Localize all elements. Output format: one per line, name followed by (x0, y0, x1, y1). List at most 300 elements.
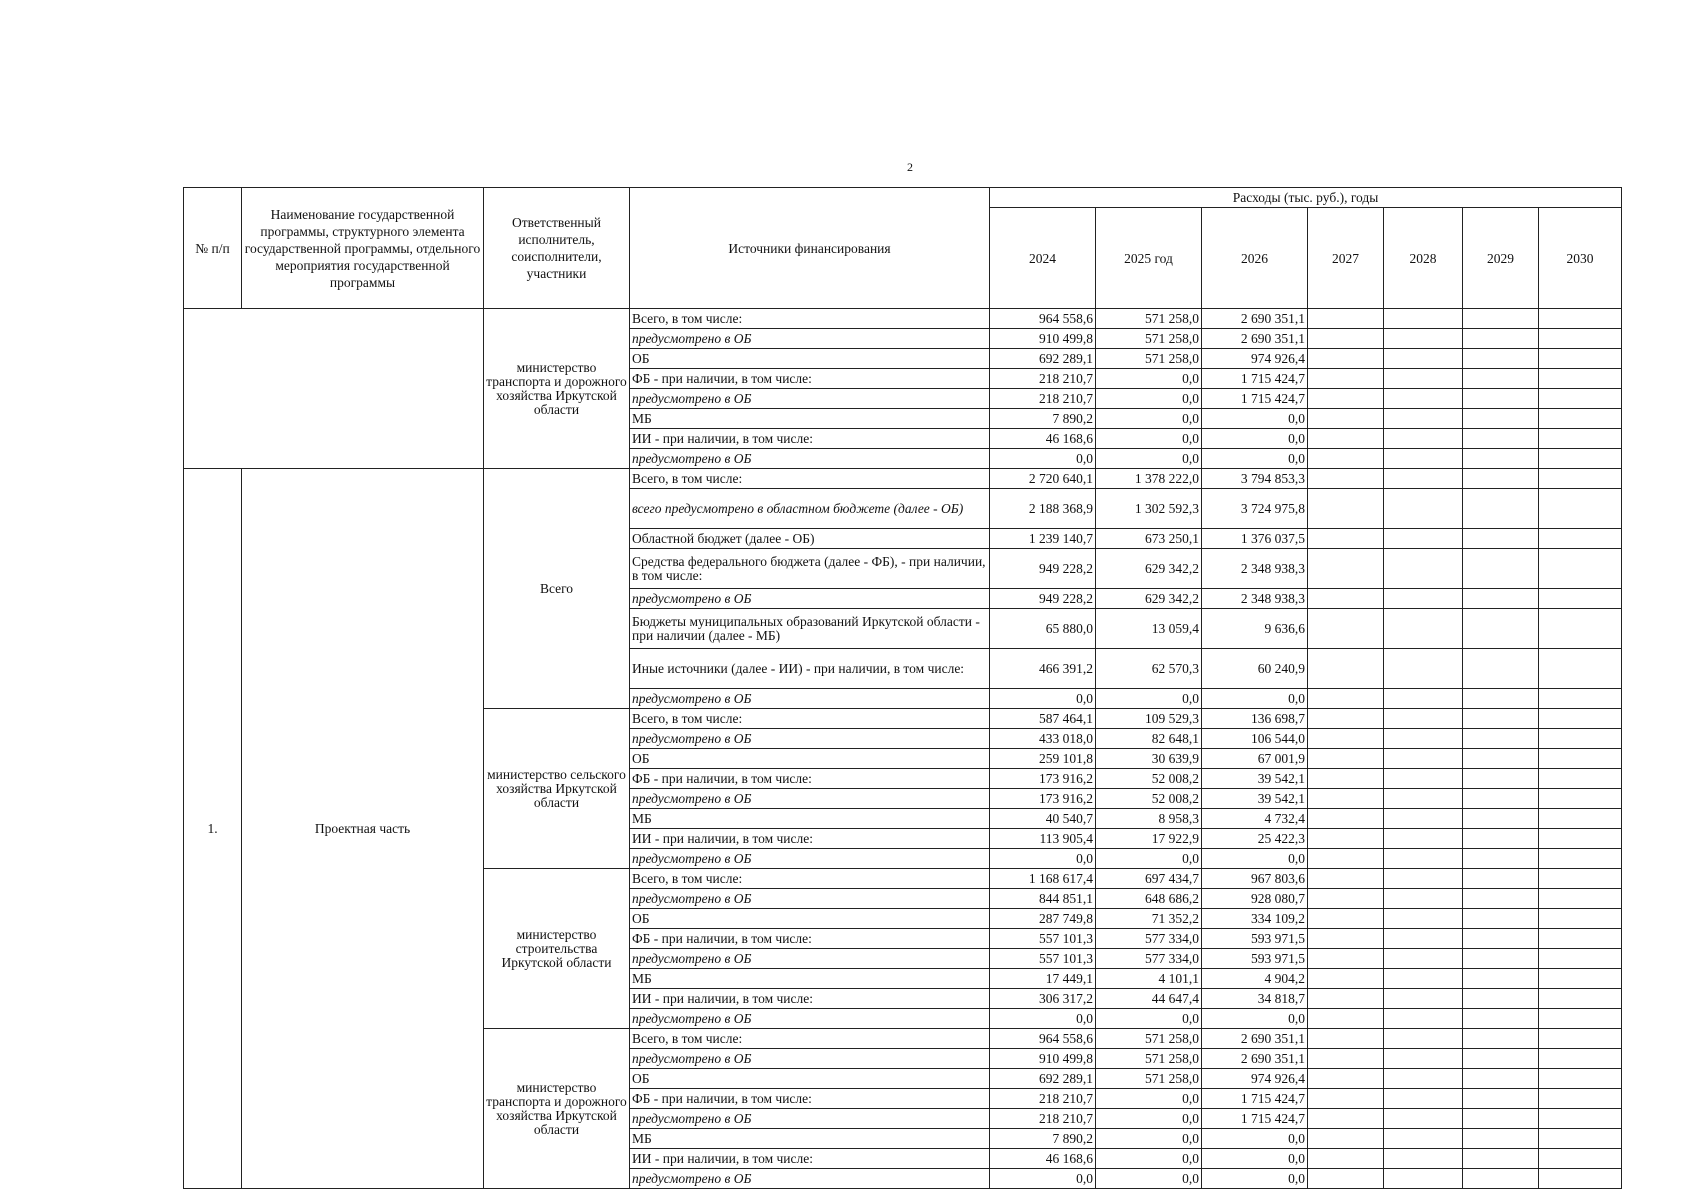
amount-cell (1384, 1169, 1463, 1189)
amount-cell (1308, 409, 1384, 429)
amount-cell (1539, 1089, 1622, 1109)
amount-cell (1384, 389, 1463, 409)
year-header: 2030 (1539, 208, 1622, 309)
amount-cell: 964 558,6 (990, 1029, 1096, 1049)
amount-cell (1463, 689, 1539, 709)
amount-cell: 844 851,1 (990, 889, 1096, 909)
funding-source: МБ (630, 969, 990, 989)
amount-cell: 0,0 (990, 1169, 1096, 1189)
amount-cell (1539, 309, 1622, 329)
amount-cell (1308, 1089, 1384, 1109)
amount-cell (1308, 469, 1384, 489)
amount-cell: 0,0 (990, 449, 1096, 469)
amount-cell (1539, 769, 1622, 789)
amount-cell (1308, 549, 1384, 589)
amount-cell: 4 101,1 (1096, 969, 1202, 989)
item-number (184, 309, 484, 469)
amount-cell: 39 542,1 (1202, 789, 1308, 809)
amount-cell (1384, 869, 1463, 889)
amount-cell (1539, 529, 1622, 549)
amount-cell: 7 890,2 (990, 409, 1096, 429)
amount-cell (1308, 429, 1384, 449)
amount-cell (1539, 349, 1622, 369)
amount-cell (1539, 589, 1622, 609)
funding-source: предусмотрено в ОБ (630, 789, 990, 809)
amount-cell (1308, 989, 1384, 1009)
amount-cell: 2 690 351,1 (1202, 1029, 1308, 1049)
amount-cell: 571 258,0 (1096, 329, 1202, 349)
amount-cell (1308, 649, 1384, 689)
executor-cell: Всего (484, 469, 630, 709)
amount-cell (1308, 909, 1384, 929)
amount-cell: 571 258,0 (1096, 1069, 1202, 1089)
amount-cell (1384, 809, 1463, 829)
amount-cell (1463, 1069, 1539, 1089)
amount-cell (1463, 949, 1539, 969)
amount-cell: 62 570,3 (1096, 649, 1202, 689)
amount-cell: 928 080,7 (1202, 889, 1308, 909)
funding-source: предусмотрено в ОБ (630, 849, 990, 869)
amount-cell: 629 342,2 (1096, 589, 1202, 609)
amount-cell (1539, 909, 1622, 929)
amount-cell (1308, 789, 1384, 809)
amount-cell: 648 686,2 (1096, 889, 1202, 909)
amount-cell: 65 880,0 (990, 609, 1096, 649)
amount-cell (1308, 529, 1384, 549)
amount-cell: 0,0 (990, 1009, 1096, 1029)
amount-cell (1463, 429, 1539, 449)
amount-cell (1463, 369, 1539, 389)
year-header: 2025 год (1096, 208, 1202, 309)
amount-cell: 25 422,3 (1202, 829, 1308, 849)
funding-source: ИИ - при наличии, в том числе: (630, 429, 990, 449)
amount-cell: 949 228,2 (990, 549, 1096, 589)
amount-cell: 673 250,1 (1096, 529, 1202, 549)
amount-cell: 0,0 (1096, 1149, 1202, 1169)
amount-cell (1384, 429, 1463, 449)
executor-cell: министерство строительства Иркутской области (484, 869, 630, 1029)
amount-cell: 0,0 (1096, 1009, 1202, 1029)
col-num-header: № п/п (184, 188, 242, 309)
amount-cell: 0,0 (1096, 1129, 1202, 1149)
amount-cell: 692 289,1 (990, 1069, 1096, 1089)
amount-cell (1384, 1109, 1463, 1129)
amount-cell (1463, 469, 1539, 489)
amount-cell (1308, 689, 1384, 709)
amount-cell (1463, 1049, 1539, 1069)
amount-cell (1463, 809, 1539, 829)
amount-cell (1539, 949, 1622, 969)
amount-cell: 0,0 (1096, 369, 1202, 389)
amount-cell (1308, 309, 1384, 329)
year-header: 2026 (1202, 208, 1308, 309)
amount-cell: 0,0 (1202, 849, 1308, 869)
amount-cell (1308, 809, 1384, 829)
amount-cell (1384, 369, 1463, 389)
amount-cell: 1 715 424,7 (1202, 369, 1308, 389)
amount-cell (1463, 869, 1539, 889)
funding-source: предусмотрено в ОБ (630, 949, 990, 969)
amount-cell: 218 210,7 (990, 369, 1096, 389)
amount-cell (1539, 469, 1622, 489)
amount-cell: 1 239 140,7 (990, 529, 1096, 549)
amount-cell (1384, 989, 1463, 1009)
funding-source: Всего, в том числе: (630, 709, 990, 729)
year-header: 2024 (990, 208, 1096, 309)
amount-cell (1308, 729, 1384, 749)
funding-source: ОБ (630, 349, 990, 369)
amount-cell (1384, 1069, 1463, 1089)
amount-cell (1539, 1109, 1622, 1129)
amount-cell (1463, 829, 1539, 849)
amount-cell: 334 109,2 (1202, 909, 1308, 929)
amount-cell (1463, 1029, 1539, 1049)
amount-cell: 557 101,3 (990, 929, 1096, 949)
amount-cell: 13 059,4 (1096, 609, 1202, 649)
amount-cell (1384, 409, 1463, 429)
funding-source: Всего, в том числе: (630, 1029, 990, 1049)
amount-cell (1384, 1149, 1463, 1169)
amount-cell: 557 101,3 (990, 949, 1096, 969)
amount-cell (1539, 789, 1622, 809)
amount-cell (1463, 929, 1539, 949)
amount-cell: 949 228,2 (990, 589, 1096, 609)
amount-cell (1463, 649, 1539, 689)
amount-cell (1308, 329, 1384, 349)
amount-cell: 0,0 (1096, 689, 1202, 709)
amount-cell (1308, 1109, 1384, 1129)
amount-cell (1384, 489, 1463, 529)
amount-cell: 60 240,9 (1202, 649, 1308, 689)
amount-cell: 2 720 640,1 (990, 469, 1096, 489)
amount-cell: 0,0 (1202, 429, 1308, 449)
amount-cell (1463, 1169, 1539, 1189)
funding-source: предусмотрено в ОБ (630, 589, 990, 609)
amount-cell: 67 001,9 (1202, 749, 1308, 769)
amount-cell (1384, 609, 1463, 649)
amount-cell: 71 352,2 (1096, 909, 1202, 929)
amount-cell: 218 210,7 (990, 1089, 1096, 1109)
amount-cell (1384, 1049, 1463, 1069)
amount-cell (1463, 1129, 1539, 1149)
amount-cell (1384, 929, 1463, 949)
amount-cell: 0,0 (1096, 849, 1202, 869)
amount-cell: 1 715 424,7 (1202, 1089, 1308, 1109)
amount-cell: 0,0 (1202, 1169, 1308, 1189)
amount-cell: 0,0 (1096, 1109, 1202, 1129)
amount-cell: 0,0 (1096, 1089, 1202, 1109)
amount-cell: 466 391,2 (990, 649, 1096, 689)
amount-cell: 39 542,1 (1202, 769, 1308, 789)
amount-cell (1463, 909, 1539, 929)
amount-cell: 30 639,9 (1096, 749, 1202, 769)
amount-cell: 593 971,5 (1202, 949, 1308, 969)
amount-cell (1384, 529, 1463, 549)
funding-source: предусмотрено в ОБ (630, 329, 990, 349)
funding-source: Бюджеты муниципальных образований Иркутской области - при наличии (далее - МБ) (630, 609, 990, 649)
amount-cell (1463, 349, 1539, 369)
amount-cell: 2 348 938,3 (1202, 549, 1308, 589)
amount-cell (1463, 309, 1539, 329)
amount-cell: 571 258,0 (1096, 1029, 1202, 1049)
amount-cell (1539, 929, 1622, 949)
amount-cell (1539, 809, 1622, 829)
amount-cell: 46 168,6 (990, 1149, 1096, 1169)
amount-cell: 0,0 (1096, 1169, 1202, 1189)
amount-cell: 106 544,0 (1202, 729, 1308, 749)
amount-cell: 17 449,1 (990, 969, 1096, 989)
amount-cell (1463, 489, 1539, 529)
amount-cell (1308, 369, 1384, 389)
amount-cell (1308, 749, 1384, 769)
funding-source: МБ (630, 809, 990, 829)
col-name-header: Наименование государственной программы, структурного элемента государственной программы, отдельного мероприятия государственной программы (242, 188, 484, 309)
amount-cell: 1 378 222,0 (1096, 469, 1202, 489)
year-header: 2027 (1308, 208, 1384, 309)
amount-cell (1539, 609, 1622, 649)
amount-cell: 0,0 (1096, 449, 1202, 469)
amount-cell (1539, 969, 1622, 989)
amount-cell (1539, 849, 1622, 869)
amount-cell (1384, 689, 1463, 709)
amount-cell (1463, 329, 1539, 349)
funding-source: ОБ (630, 909, 990, 929)
funding-source: МБ (630, 409, 990, 429)
expenses-header: Расходы (тыс. руб.), годы (990, 188, 1622, 208)
amount-cell: 17 922,9 (1096, 829, 1202, 849)
amount-cell: 910 499,8 (990, 329, 1096, 349)
amount-cell (1308, 769, 1384, 789)
amount-cell: 4 904,2 (1202, 969, 1308, 989)
amount-cell: 974 926,4 (1202, 349, 1308, 369)
amount-cell: 697 434,7 (1096, 869, 1202, 889)
amount-cell: 571 258,0 (1096, 309, 1202, 329)
amount-cell (1539, 1029, 1622, 1049)
amount-cell (1384, 909, 1463, 929)
amount-cell (1308, 1169, 1384, 1189)
amount-cell (1539, 649, 1622, 689)
amount-cell (1384, 949, 1463, 969)
amount-cell: 7 890,2 (990, 1129, 1096, 1149)
amount-cell (1384, 969, 1463, 989)
amount-cell: 34 818,7 (1202, 989, 1308, 1009)
page-number: 2 (907, 160, 913, 174)
funding-source: предусмотрено в ОБ (630, 729, 990, 749)
amount-cell (1539, 889, 1622, 909)
amount-cell: 967 803,6 (1202, 869, 1308, 889)
financing-table (183, 187, 1622, 1189)
amount-cell (1463, 1149, 1539, 1169)
executor-cell: министерство сельского хозяйства Иркутской области (484, 709, 630, 869)
amount-cell (1539, 869, 1622, 889)
amount-cell (1463, 609, 1539, 649)
amount-cell: 40 540,7 (990, 809, 1096, 829)
amount-cell (1384, 1009, 1463, 1029)
amount-cell (1308, 969, 1384, 989)
amount-cell (1539, 729, 1622, 749)
amount-cell (1308, 449, 1384, 469)
col-executor-header: Ответственный исполнитель, соисполнители, участники (484, 188, 630, 309)
funding-source: Иные источники (далее - ИИ) - при наличии, в том числе: (630, 649, 990, 689)
executor-cell: министерство транспорта и дорожного хозяйства Иркутской области (484, 1029, 630, 1189)
amount-cell: 1 715 424,7 (1202, 389, 1308, 409)
amount-cell: 2 348 938,3 (1202, 589, 1308, 609)
amount-cell: 1 168 617,4 (990, 869, 1096, 889)
amount-cell (1308, 489, 1384, 529)
amount-cell (1539, 549, 1622, 589)
funding-source: предусмотрено в ОБ (630, 449, 990, 469)
amount-cell: 0,0 (1096, 429, 1202, 449)
amount-cell: 2 690 351,1 (1202, 309, 1308, 329)
header-row-1 (184, 188, 1622, 208)
amount-cell (1539, 689, 1622, 709)
amount-cell: 287 749,8 (990, 909, 1096, 929)
amount-cell: 52 008,2 (1096, 789, 1202, 809)
amount-cell (1308, 589, 1384, 609)
amount-cell (1384, 329, 1463, 349)
amount-cell: 109 529,3 (1096, 709, 1202, 729)
table-row (184, 309, 1622, 329)
amount-cell: 577 334,0 (1096, 949, 1202, 969)
amount-cell: 259 101,8 (990, 749, 1096, 769)
funding-source: Областной бюджет (далее - ОБ) (630, 529, 990, 549)
amount-cell (1308, 929, 1384, 949)
amount-cell (1308, 1029, 1384, 1049)
amount-cell (1308, 889, 1384, 909)
amount-cell (1384, 709, 1463, 729)
amount-cell (1384, 589, 1463, 609)
amount-cell (1463, 449, 1539, 469)
amount-cell (1308, 1149, 1384, 1169)
amount-cell (1384, 449, 1463, 469)
funding-source: предусмотрено в ОБ (630, 1009, 990, 1029)
table-row (184, 469, 1622, 489)
amount-cell: 306 317,2 (990, 989, 1096, 1009)
funding-source: Всего, в том числе: (630, 869, 990, 889)
amount-cell: 218 210,7 (990, 1109, 1096, 1129)
amount-cell (1539, 1129, 1622, 1149)
amount-cell (1384, 749, 1463, 769)
col-source-header: Источники финансирования (630, 188, 990, 309)
amount-cell (1308, 389, 1384, 409)
amount-cell: 173 916,2 (990, 789, 1096, 809)
amount-cell (1308, 1049, 1384, 1069)
year-header: 2029 (1463, 208, 1539, 309)
amount-cell (1463, 849, 1539, 869)
amount-cell: 587 464,1 (990, 709, 1096, 729)
amount-cell (1463, 709, 1539, 729)
amount-cell: 3 794 853,3 (1202, 469, 1308, 489)
amount-cell: 910 499,8 (990, 1049, 1096, 1069)
amount-cell (1463, 1089, 1539, 1109)
amount-cell: 0,0 (990, 689, 1096, 709)
amount-cell (1384, 829, 1463, 849)
amount-cell: 44 647,4 (1096, 989, 1202, 1009)
amount-cell (1539, 1169, 1622, 1189)
amount-cell (1384, 849, 1463, 869)
amount-cell (1384, 769, 1463, 789)
amount-cell (1463, 589, 1539, 609)
amount-cell (1463, 749, 1539, 769)
amount-cell (1539, 1069, 1622, 1089)
amount-cell: 0,0 (1202, 1009, 1308, 1029)
funding-source: ФБ - при наличии, в том числе: (630, 369, 990, 389)
amount-cell: 0,0 (1202, 1129, 1308, 1149)
funding-source: Средства федерального бюджета (далее - ФБ), - при наличии, в том числе: (630, 549, 990, 589)
amount-cell (1463, 549, 1539, 589)
amount-cell: 593 971,5 (1202, 929, 1308, 949)
funding-source: предусмотрено в ОБ (630, 1049, 990, 1069)
amount-cell (1463, 889, 1539, 909)
amount-cell (1308, 849, 1384, 869)
amount-cell (1463, 389, 1539, 409)
amount-cell: 571 258,0 (1096, 349, 1202, 369)
amount-cell: 46 168,6 (990, 429, 1096, 449)
funding-source: ИИ - при наличии, в том числе: (630, 829, 990, 849)
funding-source: предусмотрено в ОБ (630, 889, 990, 909)
amount-cell (1384, 889, 1463, 909)
amount-cell (1308, 869, 1384, 889)
table-body (184, 309, 1622, 1189)
amount-cell (1539, 829, 1622, 849)
amount-cell (1539, 389, 1622, 409)
amount-cell (1539, 749, 1622, 769)
amount-cell (1539, 1149, 1622, 1169)
amount-cell (1463, 409, 1539, 429)
amount-cell: 577 334,0 (1096, 929, 1202, 949)
funding-source: ФБ - при наличии, в том числе: (630, 769, 990, 789)
amount-cell: 173 916,2 (990, 769, 1096, 789)
amount-cell: 2 690 351,1 (1202, 1049, 1308, 1069)
funding-source: ИИ - при наличии, в том числе: (630, 1149, 990, 1169)
executor-cell: министерство транспорта и дорожного хозяйства Иркутской области (484, 309, 630, 469)
amount-cell (1308, 949, 1384, 969)
amount-cell: 0,0 (1096, 409, 1202, 429)
funding-source: предусмотрено в ОБ (630, 689, 990, 709)
funding-source: ОБ (630, 1069, 990, 1089)
amount-cell: 8 958,3 (1096, 809, 1202, 829)
amount-cell: 964 558,6 (990, 309, 1096, 329)
amount-cell: 2 690 351,1 (1202, 329, 1308, 349)
amount-cell (1463, 729, 1539, 749)
funding-source: ФБ - при наличии, в том числе: (630, 929, 990, 949)
amount-cell: 2 188 368,9 (990, 489, 1096, 529)
funding-source: ИИ - при наличии, в том числе: (630, 989, 990, 1009)
funding-source: всего предусмотрено в областном бюджете (далее - ОБ) (630, 489, 990, 529)
amount-cell (1539, 1049, 1622, 1069)
funding-source: предусмотрено в ОБ (630, 1109, 990, 1129)
amount-cell: 0,0 (1096, 389, 1202, 409)
amount-cell: 1 715 424,7 (1202, 1109, 1308, 1129)
amount-cell (1308, 829, 1384, 849)
amount-cell (1539, 429, 1622, 449)
funding-source: ОБ (630, 749, 990, 769)
amount-cell (1539, 489, 1622, 529)
amount-cell (1384, 1089, 1463, 1109)
amount-cell: 974 926,4 (1202, 1069, 1308, 1089)
amount-cell: 433 018,0 (990, 729, 1096, 749)
amount-cell (1539, 449, 1622, 469)
amount-cell (1463, 969, 1539, 989)
amount-cell (1384, 549, 1463, 589)
amount-cell: 629 342,2 (1096, 549, 1202, 589)
amount-cell (1463, 769, 1539, 789)
funding-source: Всего, в том числе: (630, 469, 990, 489)
amount-cell: 0,0 (1202, 449, 1308, 469)
funding-source: предусмотрено в ОБ (630, 1169, 990, 1189)
funding-source: предусмотрено в ОБ (630, 389, 990, 409)
amount-cell (1463, 789, 1539, 809)
